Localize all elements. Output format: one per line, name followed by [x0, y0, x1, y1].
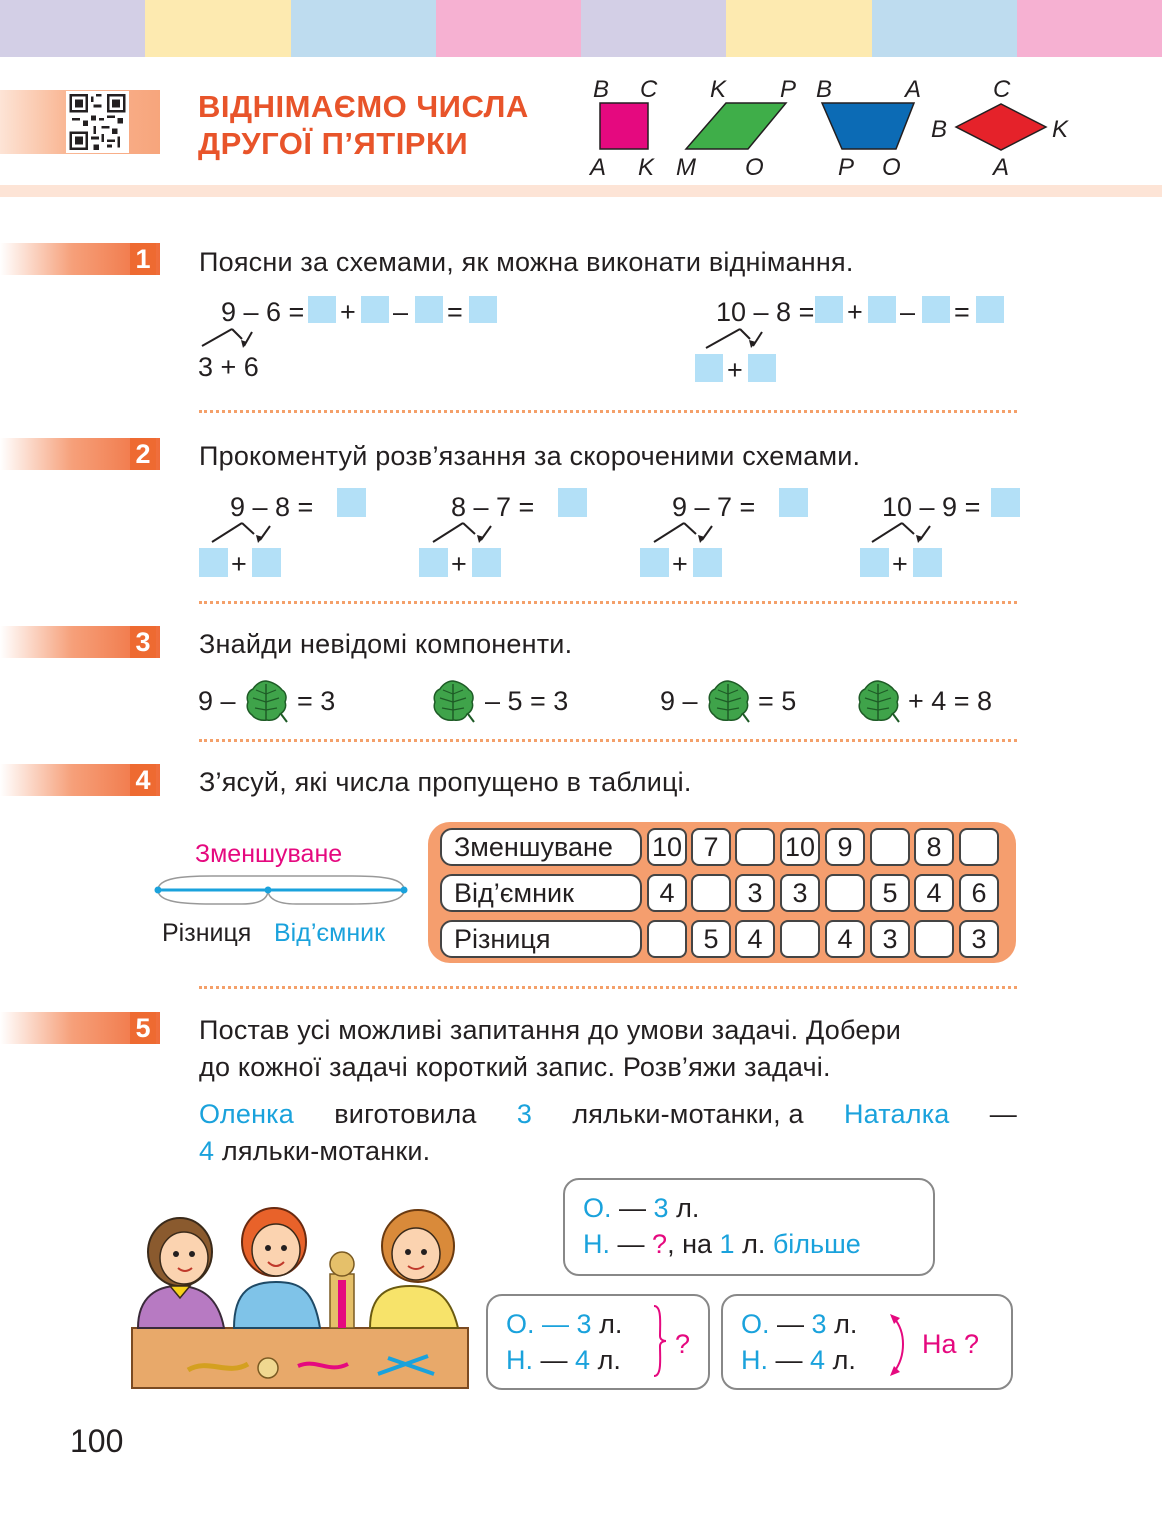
leaf-icon — [855, 678, 901, 724]
diagram-label-subtrahend: Від’ємник — [274, 919, 386, 947]
diagram-label-minuend: Зменшуване — [195, 840, 343, 868]
table-row-label: Від’ємник — [440, 874, 642, 912]
table-cell: 4 — [914, 874, 954, 912]
shape-label: M — [676, 154, 696, 181]
answer-box[interactable] — [748, 354, 776, 382]
shape-label: C — [993, 76, 1011, 103]
color-stripe — [1017, 0, 1162, 57]
diagram-label-difference: Різниця — [162, 919, 252, 947]
page-title: ВІДНІМАЄМО ЧИСЛА ДРУГОЇ П’ЯТІРКИ — [198, 89, 529, 161]
task-marker — [0, 243, 160, 275]
expression-part: 9 – — [660, 686, 698, 716]
task-number: 1 — [130, 243, 156, 275]
shape-label: A — [590, 154, 607, 181]
dotted-separator — [199, 410, 1017, 413]
leaf-icon — [430, 678, 476, 724]
task-number: 4 — [130, 764, 156, 796]
expression: 9 – 6 = — [221, 297, 305, 327]
task-story: Оленка виготовила 3 ляльки-мотанки, а Наталка — 4 ляльки-мотанки. — [199, 1099, 1017, 1166]
color-stripe — [581, 0, 726, 57]
shape-label: O — [745, 154, 764, 181]
operator: + — [340, 297, 356, 327]
shape-label: K — [1052, 116, 1069, 143]
split-expression: 3 + 6 — [198, 352, 259, 382]
task-marker — [0, 764, 160, 796]
table-cell: 4 — [735, 920, 775, 958]
girls-illustration — [128, 1198, 474, 1390]
color-stripe — [726, 0, 871, 57]
color-stripe — [291, 0, 436, 57]
task-number: 3 — [130, 626, 156, 658]
expression-part: + 4 = 8 — [908, 686, 993, 716]
shape-label: O — [882, 154, 901, 181]
task-number: 5 — [130, 1012, 156, 1044]
answer-box[interactable] — [815, 296, 843, 323]
operator: + — [231, 549, 247, 579]
short-note-card-total: О. — 3 л. Н. — 4 л. — [486, 1294, 710, 1390]
answer-box[interactable] — [308, 296, 336, 323]
table-cell-empty[interactable] — [647, 920, 687, 958]
leaf-icon — [243, 678, 289, 724]
subtraction-table — [428, 822, 1016, 963]
answer-box[interactable] — [779, 488, 808, 517]
task-marker — [0, 626, 160, 658]
shape-label: P — [838, 154, 855, 181]
table-cell: 7 — [691, 828, 731, 866]
top-color-bar — [0, 0, 1162, 57]
task-instruction: Поясни за схемами, як можна виконати віднімання. — [199, 247, 854, 277]
task-instruction: Прокоментуй розв’язання за скороченими схемами. — [199, 441, 861, 471]
table-cell: 3 — [780, 874, 820, 912]
table-cell: 6 — [959, 874, 999, 912]
question-mark: ? — [675, 1329, 691, 1359]
answer-box[interactable] — [991, 488, 1020, 517]
split-branch-icon — [208, 520, 298, 546]
color-stripe — [145, 0, 290, 57]
operator: = — [954, 297, 970, 327]
question-label: На ? — [922, 1329, 980, 1359]
operator: + — [727, 355, 743, 385]
table-cell: 10 — [647, 828, 687, 866]
answer-box[interactable] — [695, 354, 723, 382]
operator: + — [847, 297, 863, 327]
shape-label: B — [593, 76, 610, 103]
trapezoid-shape — [822, 103, 914, 149]
table-cell-empty[interactable] — [735, 828, 775, 866]
answer-box[interactable] — [860, 548, 889, 577]
dotted-separator — [199, 739, 1017, 742]
shape-label: K — [638, 154, 655, 181]
page-number: 100 — [70, 1423, 124, 1459]
leaf-icon — [705, 678, 751, 724]
table-cell-empty[interactable] — [959, 828, 999, 866]
shape-label: A — [993, 154, 1010, 181]
task-marker — [0, 438, 160, 470]
operator: = — [447, 297, 463, 327]
short-note-card-more: О. — 3 л. Н. — ?, на 1 л. більше — [563, 1178, 935, 1276]
expression: 10 – 8 = — [716, 297, 815, 327]
task-number: 2 — [130, 438, 156, 470]
answer-box[interactable] — [472, 548, 501, 577]
split-branch-icon — [196, 326, 266, 352]
short-note-card-difference: О. — 3 л. Н. — 4 л. — [721, 1294, 1013, 1390]
table-cell-empty[interactable] — [870, 828, 910, 866]
table-cell: 8 — [914, 828, 954, 866]
expression: 8 – 7 = — [451, 492, 535, 522]
expression: 10 – 9 = — [882, 492, 981, 522]
answer-box[interactable] — [469, 296, 497, 323]
table-row-label: Різниця — [440, 920, 642, 958]
color-stripe — [436, 0, 581, 57]
answer-box[interactable] — [693, 548, 722, 577]
table-cell: 3 — [735, 874, 775, 912]
table-cell: 4 — [825, 920, 865, 958]
table-cell: 3 — [870, 920, 910, 958]
expression-part: = 3 — [297, 686, 336, 716]
answer-box[interactable] — [913, 548, 942, 577]
color-stripe — [872, 0, 1017, 57]
color-stripe — [0, 0, 145, 57]
answer-box[interactable] — [419, 548, 448, 577]
answer-box[interactable] — [558, 488, 587, 517]
expression-part: 9 – — [198, 686, 236, 716]
square-shape — [600, 103, 648, 149]
shape-label: B — [816, 76, 833, 103]
answer-box[interactable] — [976, 296, 1004, 323]
qr-code-icon — [66, 91, 129, 153]
dotted-separator — [199, 601, 1017, 604]
task-marker — [0, 1012, 160, 1044]
operator: + — [451, 549, 467, 579]
answer-box[interactable] — [361, 296, 389, 323]
shape-label: B — [931, 116, 948, 143]
answer-box[interactable] — [922, 296, 950, 323]
expression-part: – 5 = 3 — [485, 686, 569, 716]
table-cell: 10 — [780, 828, 820, 866]
operator: + — [672, 549, 688, 579]
split-branch-icon — [868, 520, 958, 546]
dotted-separator — [199, 986, 1017, 989]
table-cell-empty[interactable] — [825, 874, 865, 912]
operator: – — [393, 297, 409, 327]
operator: – — [900, 297, 916, 327]
answer-box[interactable] — [199, 548, 228, 577]
expression-part: = 5 — [758, 686, 797, 716]
task-instruction: З’ясуй, які числа пропущено в таблиці. — [199, 767, 692, 797]
expression: 9 – 8 = — [230, 492, 314, 522]
table-cell: 3 — [959, 920, 999, 958]
split-branch-icon — [696, 326, 786, 352]
table-cell: 5 — [691, 920, 731, 958]
split-branch-icon — [429, 520, 519, 546]
curly-brace-icon — [652, 1304, 668, 1378]
task-instruction: Знайди невідомі компоненти. — [199, 629, 573, 659]
task-instruction: Постав усі можливі запитання до умови задачі. Добери до кожної задачі короткий запис. Розв’яжи задачі. — [199, 1015, 902, 1082]
split-branch-icon — [650, 520, 740, 546]
shape-label: K — [710, 76, 727, 103]
table-cell: 9 — [825, 828, 865, 866]
shape-label: P — [780, 76, 797, 103]
table-cell: 4 — [647, 874, 687, 912]
operator: + — [892, 549, 908, 579]
answer-box[interactable] — [868, 296, 896, 323]
rhombus-shape — [956, 104, 1046, 150]
answer-box[interactable] — [337, 488, 366, 517]
segment-diagram — [152, 872, 410, 908]
double-arrow-icon — [886, 1312, 910, 1378]
parallelogram-shape — [686, 103, 786, 149]
answer-box[interactable] — [415, 296, 443, 323]
table-cell-empty[interactable] — [780, 920, 820, 958]
answer-box[interactable] — [252, 548, 281, 577]
table-cell: 5 — [870, 874, 910, 912]
table-row-label: Зменшуване — [440, 828, 642, 866]
answer-box[interactable] — [640, 548, 669, 577]
expression: 9 – 7 = — [672, 492, 756, 522]
shape-label: A — [905, 76, 922, 103]
header-divider — [0, 185, 1162, 197]
table-cell-empty[interactable] — [691, 874, 731, 912]
table-cell-empty[interactable] — [914, 920, 954, 958]
shape-label: C — [640, 76, 658, 103]
